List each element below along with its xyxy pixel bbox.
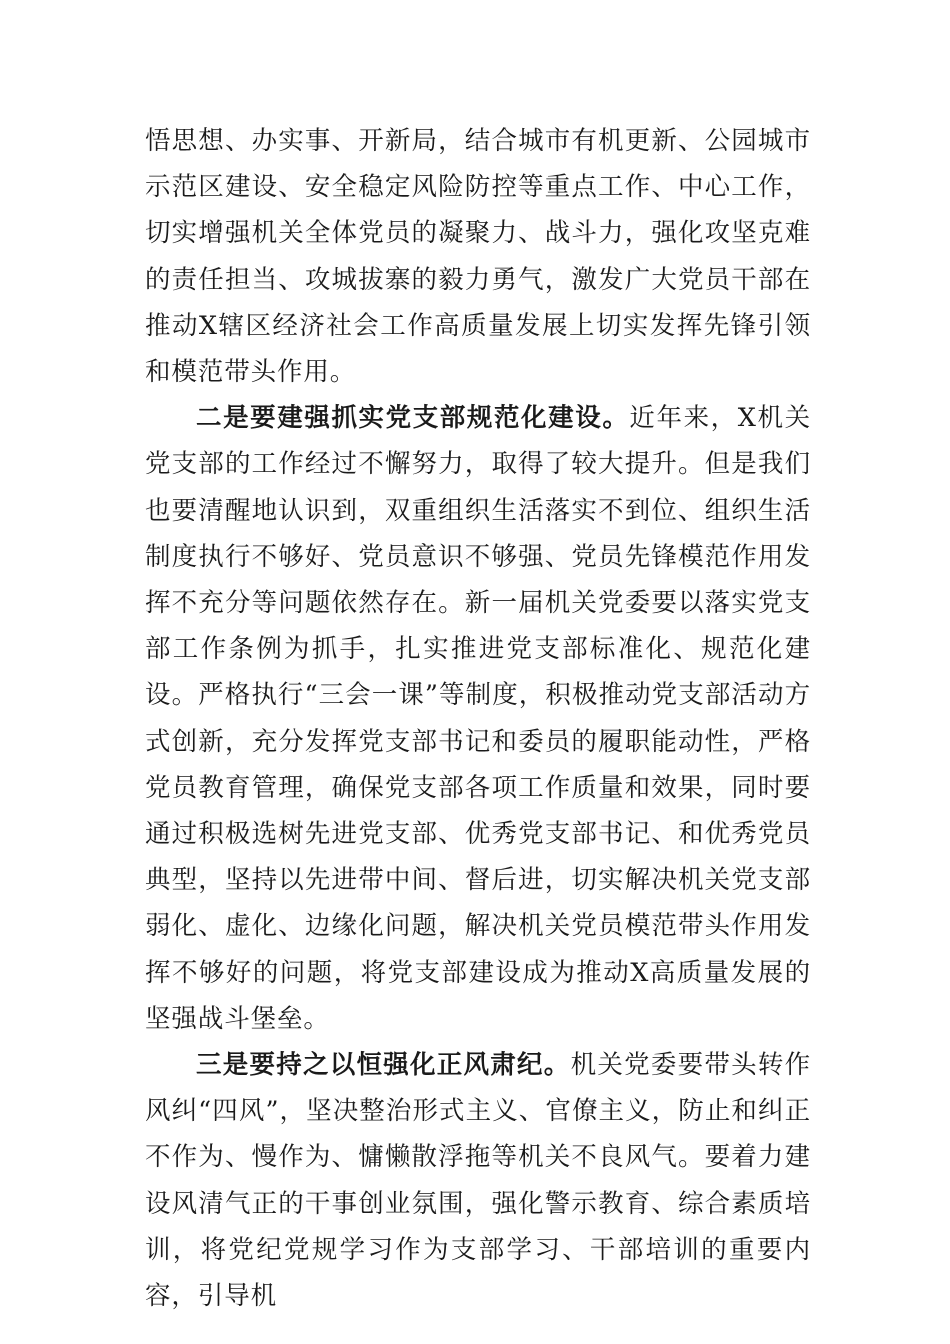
paragraph-lead: 三是要持之以恒强化正风肃纪。 [196,1050,571,1081]
document-body [145,118,811,1319]
paragraph-text: 近年来，X机关党支部的工作经过不懈努力，取得了较大提升。但是我们也要清醒地认识到，双重组织生活落实不到位、组织生活制度执行不够好、党员意识不够强、党员先锋模范作用发挥不充分等问题依然存在。新一届机关党委要以落实党支部工作条例为抓手，扎实推进党支部标准化、规范化建设。严格执行“三会一课”等制度，积极推动党支部活动方式创新，充分发挥党支部书记和委员的履职能动性，严格党员教育管理，确保党支部各项工作质量和效果，同时要通过积极选树先进党支部、优秀党支部书记、和优秀党员典型，坚持以先进带中间、督后进，切实解决机关党支部弱化、虚化、边缘化问题，解决机关党员模范带头作用发挥不够好的问题，将党支部建设成为推动X高质量发展的坚强战斗堡垒。 [145,403,811,1034]
paragraph-text: 悟思想、办实事、开新局，结合城市有机更新、公园城市示范区建设、安全稳定风险防控等重点工作、中心工作，切实增强机关全体党员的凝聚力、战斗力，强化攻坚克难的责任担当、攻城拔寨的毅力勇气，激发广大党员干部在推动X辖区经济社会工作高质量发展上切实发挥先锋引领和模范带头作用。 [145,126,811,388]
paragraph-continuation [145,118,811,395]
paragraph-text: 机关党委要带头转作风纠“四风”，坚决整治形式主义、官僚主义，防止和纠正不作为、慢作为、慵懒散浮拖等机关不良风气。要着力建设风清气正的干事创业氛围，强化警示教育、综合素质培训，将党纪党规学习作为支部学习、干部培训的重要内容，引导机 [145,1050,811,1312]
paragraph-point-two [145,395,811,1042]
paragraph-lead: 二是要建强抓实党支部规范化建设。 [196,403,630,434]
paragraph-point-three [145,1042,811,1319]
